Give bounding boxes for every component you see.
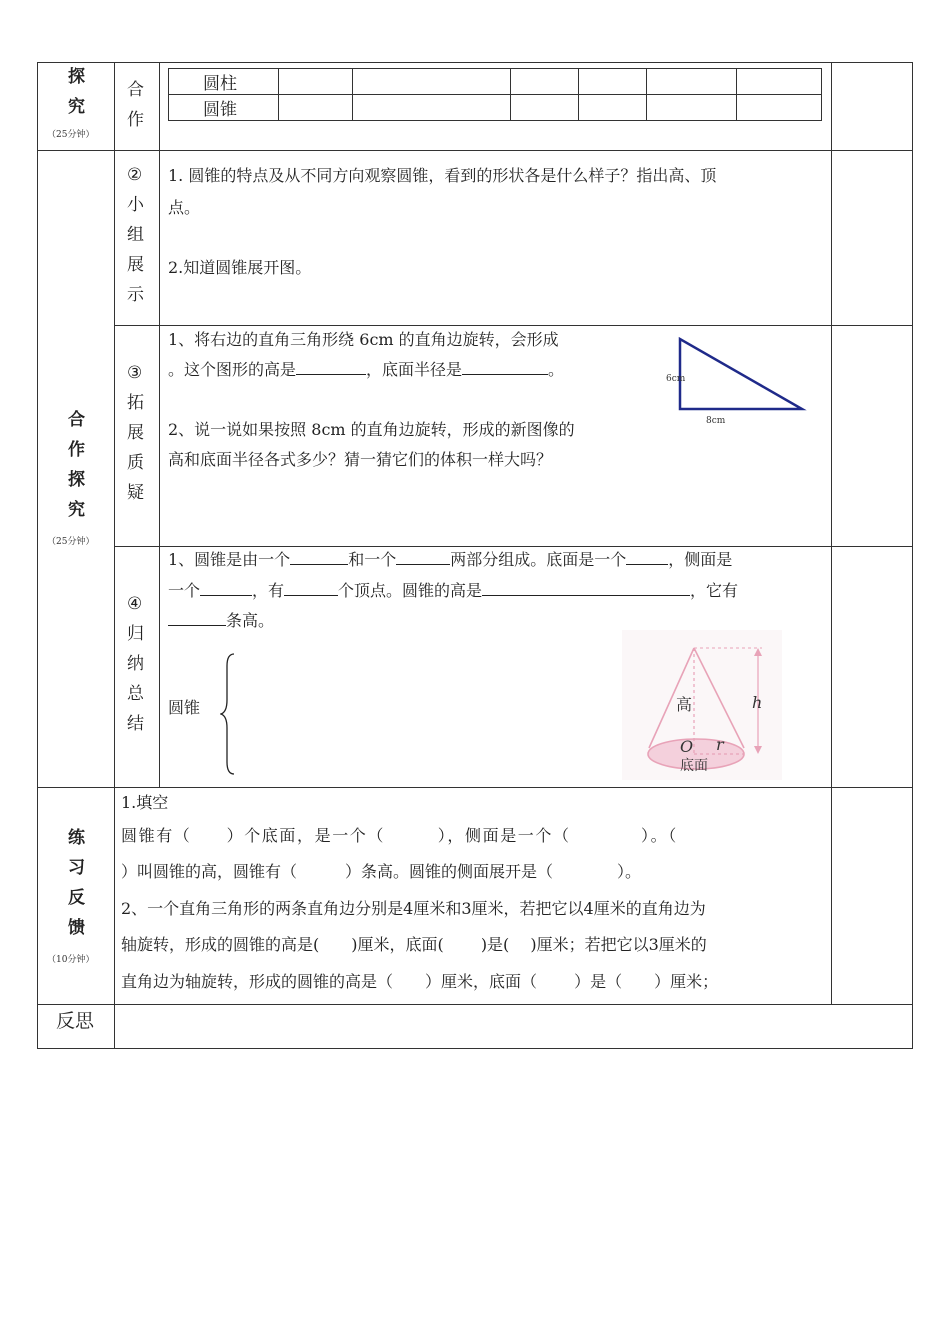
section-title-char: 习 xyxy=(68,858,85,878)
practice-line: 轴旋转，形成的圆锥的高是( )厘米，底面( )是( )厘米；若把它以3厘米的 xyxy=(121,935,707,954)
text-fragment: 两部分组成。底面是一个 xyxy=(450,550,627,569)
table-row-divider xyxy=(37,150,913,151)
text-fragment: 一个 xyxy=(168,581,201,600)
compare-row-label: 圆锥 xyxy=(169,95,279,121)
section-time: （10分钟） xyxy=(47,955,95,965)
summary-line-3 xyxy=(168,611,274,631)
practice-line: 直角边为轴旋转，形成的圆锥的高是（ ）厘米，底面（ ）是（ ）厘米； xyxy=(121,972,719,991)
reflection-label: 反思 xyxy=(56,1010,95,1032)
table-cell[interactable] xyxy=(737,95,822,121)
table-cell[interactable] xyxy=(579,69,647,95)
cone-center-label: O xyxy=(680,737,694,756)
group-show-item-1: 1. 圆锥的特点及从不同方向观察圆锥，看到的形状各是什么样子？指出高、顶 xyxy=(168,166,717,185)
text-fragment: ，侧面是 xyxy=(668,550,733,569)
step-label-char: 展 xyxy=(127,255,144,275)
step-label-char: 组 xyxy=(127,225,144,245)
table-border-top xyxy=(37,62,913,63)
answer-blank[interactable] xyxy=(462,360,548,375)
step-label-char: ④ xyxy=(127,594,143,614)
section-title-char: 作 xyxy=(68,440,85,460)
table-cell[interactable] xyxy=(647,69,737,95)
right-triangle-figure xyxy=(660,330,810,430)
brace-path xyxy=(221,654,234,774)
table-row xyxy=(169,69,822,95)
step-label-char: 小 xyxy=(127,195,144,215)
answer-blank[interactable] xyxy=(284,581,338,596)
section-title-char: 练 xyxy=(68,828,85,848)
table-row-divider xyxy=(37,787,913,788)
practice-heading: 1.填空 xyxy=(121,793,169,812)
summary-line-1 xyxy=(168,550,732,570)
table-col-divider xyxy=(159,62,160,788)
cone-height-label: 高 xyxy=(676,695,693,714)
step-label-char: 展 xyxy=(127,423,144,443)
table-cell[interactable] xyxy=(510,95,579,121)
step-label-char: 结 xyxy=(127,714,144,734)
table-border-left xyxy=(37,62,38,1049)
table-cell[interactable] xyxy=(352,69,510,95)
step-label-char: 归 xyxy=(127,624,144,644)
cone-radius-label: r xyxy=(716,735,724,754)
table-cell[interactable] xyxy=(737,69,822,95)
expand-question-2-line2: 高和底面半径各式多少？猜一猜它们的体积一样大吗？ xyxy=(168,450,553,469)
cone-base-label: 底面 xyxy=(680,758,708,774)
table-cell[interactable] xyxy=(278,95,352,121)
section-title-char: 究 xyxy=(68,97,85,117)
step-label-char: 质 xyxy=(127,453,144,473)
group-show-item-2: 2.知道圆锥展开图。 xyxy=(168,258,312,277)
phase-label-char: 作 xyxy=(127,110,144,130)
table-row xyxy=(169,95,822,121)
expand-question-2: 2、说一说如果按照 8cm 的直角边旋转，形成的新图像的 xyxy=(168,420,575,439)
cone-figure xyxy=(622,630,782,780)
text-fragment: 。这个图形的高是 xyxy=(168,360,297,379)
compare-table xyxy=(168,68,822,121)
answer-blank[interactable] xyxy=(200,581,252,596)
table-col-divider xyxy=(114,62,115,1049)
brace-label: 圆锥 xyxy=(168,698,201,717)
section-time: （25分钟） xyxy=(47,130,95,140)
triangle-side-label: 6cm xyxy=(666,374,686,384)
expand-question-1: 1、将右边的直角三角形绕 6cm 的直角边旋转，会形成 xyxy=(168,330,559,349)
section-title-char: 探 xyxy=(68,470,85,490)
step-label-char: 拓 xyxy=(127,393,144,413)
section-time: （25分钟） xyxy=(47,537,95,547)
table-border-right xyxy=(912,62,913,1049)
cone-h-label: h xyxy=(752,693,763,712)
section-title-char: 合 xyxy=(68,410,85,430)
text-fragment: 条高。 xyxy=(226,611,275,630)
table-cell[interactable] xyxy=(352,95,510,121)
table-border-bottom xyxy=(37,1048,913,1049)
answer-blank[interactable] xyxy=(626,550,668,565)
answer-blank[interactable] xyxy=(290,550,348,565)
curly-brace xyxy=(220,650,240,778)
group-show-item-1-cont: 点。 xyxy=(168,198,201,217)
section-title-char: 究 xyxy=(68,500,85,520)
practice-line: 圆锥有（ ）个底面，是一个（ ），侧面是一个（ ）。（ xyxy=(121,826,678,845)
text-fragment: 和一个 xyxy=(348,550,397,569)
right-triangle xyxy=(680,339,802,409)
text-fragment: ，它有 xyxy=(690,581,739,600)
table-cell[interactable] xyxy=(647,95,737,121)
summary-line-2 xyxy=(168,581,738,601)
step-label-char: ③ xyxy=(127,363,143,383)
compare-row-label: 圆柱 xyxy=(169,69,279,95)
expand-question-1-line2 xyxy=(168,360,564,380)
step-label-char: 纳 xyxy=(127,654,144,674)
phase-label-char: 合 xyxy=(127,80,144,100)
answer-blank[interactable] xyxy=(296,360,366,375)
table-cell[interactable] xyxy=(579,95,647,121)
step-label-char: 总 xyxy=(127,684,144,704)
section-title-char: 反 xyxy=(68,888,85,908)
step-label-char: 疑 xyxy=(127,483,144,503)
table-row-divider xyxy=(114,325,913,326)
practice-line: 2、一个直角三角形的两条直角边分别是4厘米和3厘米，若把它以4厘米的直角边为 xyxy=(121,899,706,918)
table-col-divider xyxy=(831,62,832,1005)
table-cell[interactable] xyxy=(510,69,579,95)
answer-blank[interactable] xyxy=(482,581,690,596)
text-fragment: ，底面半径是 xyxy=(366,360,463,379)
table-row-divider xyxy=(37,1004,913,1005)
step-label-char: 示 xyxy=(127,285,144,305)
practice-line: ）叫圆锥的高，圆锥有（ ）条高。圆锥的侧面展开是（ ）。 xyxy=(121,862,642,881)
triangle-base-label: 8cm xyxy=(706,416,726,426)
section-title-char: 探 xyxy=(68,67,85,87)
table-cell[interactable] xyxy=(278,69,352,95)
table-row-divider xyxy=(114,546,913,547)
text-fragment: 。 xyxy=(548,360,565,379)
step-label-char: ② xyxy=(127,165,143,185)
text-fragment: ，有 xyxy=(252,581,285,600)
reflection-input-area[interactable] xyxy=(116,1006,911,1047)
text-fragment: 1、圆锥是由一个 xyxy=(168,550,291,569)
answer-blank[interactable] xyxy=(396,550,450,565)
section-title-char: 馈 xyxy=(68,918,85,938)
answer-blank[interactable] xyxy=(168,611,226,626)
text-fragment: 个顶点。圆锥的高是 xyxy=(338,581,483,600)
